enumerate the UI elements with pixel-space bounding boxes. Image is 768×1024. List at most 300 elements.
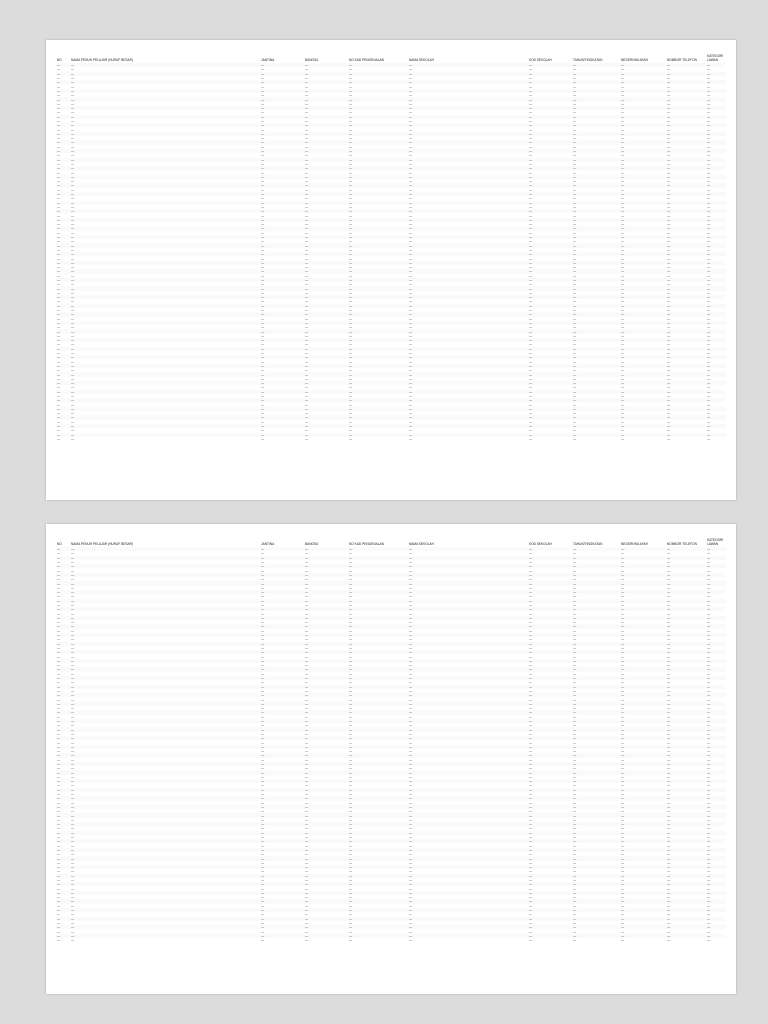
- table-cell: —: [57, 697, 61, 702]
- table-cell: —: [529, 551, 533, 556]
- table-cell: —: [529, 886, 533, 891]
- table-cell: —: [408, 805, 528, 809]
- table-cell: —: [528, 201, 572, 205]
- table-cell: —: [667, 774, 671, 779]
- table-cell: —: [408, 581, 528, 585]
- table-cell: —: [305, 551, 309, 556]
- table-cell: —: [305, 213, 309, 218]
- table-cell: —: [56, 80, 70, 84]
- table-cell: —: [667, 766, 671, 771]
- table-cell: —: [621, 568, 625, 573]
- table-cell: —: [348, 123, 408, 127]
- table-cell: —: [528, 63, 572, 67]
- table-cell: —: [408, 547, 528, 551]
- table-cell: —: [261, 886, 265, 891]
- table-cell: —: [408, 659, 528, 663]
- table-cell: —: [348, 329, 408, 333]
- table-cell: —: [529, 826, 533, 831]
- table-cell: —: [304, 295, 348, 299]
- table-cell: —: [409, 230, 413, 235]
- document-page-1: [46, 40, 736, 500]
- table-cell: —: [57, 912, 61, 917]
- table-cell: —: [408, 788, 528, 792]
- table-cell: —: [348, 192, 408, 196]
- table-cell: —: [57, 843, 61, 848]
- table-cell: —: [528, 667, 572, 671]
- table-cell: —: [261, 654, 265, 659]
- table-cell: —: [349, 436, 353, 441]
- table-cell: —: [706, 607, 726, 611]
- table-cell: —: [70, 573, 260, 577]
- table-cell: —: [666, 390, 706, 394]
- table-cell: —: [707, 316, 711, 321]
- table-cell: —: [57, 385, 61, 390]
- table-cell: —: [348, 89, 408, 93]
- table-cell: —: [260, 106, 304, 110]
- table-cell: —: [620, 407, 666, 411]
- table-cell: —: [706, 770, 726, 774]
- table-cell: —: [707, 196, 711, 201]
- table-cell: —: [348, 788, 408, 792]
- table-cell: —: [304, 183, 348, 187]
- header-school: NAMA SEKOLAH: [409, 542, 434, 546]
- table-cell: —: [57, 852, 61, 857]
- table-cell: —: [528, 415, 572, 419]
- table-cell: —: [620, 899, 666, 903]
- table-cell: —: [621, 196, 625, 201]
- table-cell: —: [409, 594, 413, 599]
- table-cell: —: [667, 585, 671, 590]
- table-cell: —: [304, 63, 348, 67]
- table-cell: —: [348, 590, 408, 594]
- table-cell: —: [304, 770, 348, 774]
- table-cell: —: [71, 809, 75, 814]
- table-cell: —: [70, 762, 260, 766]
- table-cell: —: [666, 839, 706, 843]
- table-cell: —: [409, 774, 413, 779]
- table-cell: —: [261, 230, 265, 235]
- table-cell: —: [56, 719, 70, 723]
- table-cell: —: [304, 278, 348, 282]
- table-cell: —: [666, 822, 706, 826]
- table-cell: —: [348, 770, 408, 774]
- table-cell: —: [621, 654, 625, 659]
- table-cell: —: [260, 865, 304, 869]
- table-cell: —: [707, 706, 711, 711]
- table-cell: —: [573, 213, 577, 218]
- table-cell: —: [408, 269, 528, 273]
- table-cell: —: [528, 80, 572, 84]
- table-cell: —: [667, 368, 671, 373]
- table-cell: —: [572, 63, 620, 67]
- table-cell: —: [349, 187, 353, 192]
- table-cell: —: [620, 839, 666, 843]
- table-cell: —: [260, 269, 304, 273]
- table-cell: —: [349, 878, 353, 882]
- table-cell: —: [528, 166, 572, 170]
- table-cell: —: [573, 654, 577, 659]
- table-cell: —: [666, 616, 706, 620]
- table-cell: —: [528, 719, 572, 723]
- table-cell: —: [529, 938, 533, 943]
- table-cell: —: [349, 290, 353, 295]
- table-cell: —: [409, 551, 413, 556]
- table-cell: —: [260, 788, 304, 792]
- table-cell: —: [348, 573, 408, 577]
- table-cell: —: [71, 428, 75, 433]
- table-cell: —: [707, 256, 711, 261]
- table-cell: —: [408, 295, 528, 299]
- table-cell: —: [348, 338, 408, 342]
- table-cell: —: [57, 342, 61, 347]
- table-cell: —: [304, 882, 348, 886]
- table-cell: —: [666, 899, 706, 903]
- table-cell: —: [707, 247, 711, 252]
- table-cell: —: [57, 265, 61, 270]
- table-cell: —: [409, 376, 413, 381]
- table-cell: —: [707, 749, 711, 754]
- table-cell: —: [409, 179, 413, 184]
- table-cell: —: [349, 256, 353, 261]
- table-cell: —: [348, 564, 408, 568]
- table-cell: —: [666, 278, 706, 282]
- table-cell: —: [529, 394, 533, 398]
- table-cell: —: [348, 874, 408, 878]
- table-cell: —: [304, 329, 348, 333]
- table-row: [56, 437, 726, 441]
- table-cell: —: [667, 333, 671, 338]
- table-cell: —: [349, 938, 353, 943]
- table-cell: —: [620, 908, 666, 912]
- table-cell: —: [71, 723, 75, 728]
- table-cell: —: [529, 325, 533, 330]
- table-cell: —: [666, 788, 706, 792]
- table-cell: —: [304, 925, 348, 929]
- table-cell: —: [706, 261, 726, 265]
- table-cell: —: [573, 436, 577, 441]
- table-cell: —: [572, 115, 620, 119]
- table-cell: —: [572, 874, 620, 878]
- table-cell: —: [707, 783, 711, 788]
- table-cell: —: [409, 938, 413, 943]
- document-page-2: [46, 524, 736, 994]
- table-cell: —: [707, 93, 711, 98]
- table-cell: —: [529, 376, 533, 381]
- table-cell: —: [57, 551, 61, 556]
- table-cell: —: [572, 693, 620, 697]
- table-cell: —: [56, 667, 70, 671]
- table-cell: —: [260, 433, 304, 437]
- table-cell: —: [304, 175, 348, 179]
- table-cell: —: [620, 97, 666, 101]
- table-cell: —: [304, 934, 348, 938]
- table-cell: —: [349, 376, 353, 381]
- table-cell: —: [707, 826, 711, 831]
- table-cell: —: [620, 581, 666, 585]
- table-cell: —: [349, 402, 353, 407]
- table-cell: —: [621, 247, 625, 252]
- table-cell: —: [573, 938, 577, 943]
- table-cell: —: [349, 843, 353, 848]
- table-cell: —: [348, 286, 408, 290]
- table-cell: —: [706, 693, 726, 697]
- table-cell: —: [572, 599, 620, 603]
- table-cell: —: [706, 415, 726, 419]
- table-cell: —: [621, 886, 625, 891]
- table-cell: —: [706, 338, 726, 342]
- table-cell: —: [304, 573, 348, 577]
- table-cell: —: [707, 611, 711, 616]
- table-cell: —: [572, 106, 620, 110]
- table-cell: —: [305, 680, 309, 685]
- table-cell: —: [56, 89, 70, 93]
- table-cell: —: [305, 316, 309, 321]
- table-cell: —: [621, 869, 625, 874]
- table-cell: —: [409, 436, 413, 441]
- table-cell: —: [620, 243, 666, 247]
- table-cell: —: [573, 723, 577, 728]
- table-cell: —: [70, 908, 260, 912]
- table-cell: —: [621, 671, 625, 676]
- table-cell: —: [706, 243, 726, 247]
- table-cell: —: [349, 869, 353, 874]
- table-cell: —: [409, 333, 413, 338]
- table-cell: —: [706, 599, 726, 603]
- table-cell: —: [706, 201, 726, 205]
- table-cell: —: [528, 261, 572, 265]
- table-cell: —: [56, 269, 70, 273]
- table-cell: —: [349, 385, 353, 390]
- table-cell: —: [56, 355, 70, 359]
- table-cell: —: [56, 736, 70, 740]
- table-cell: —: [349, 766, 353, 771]
- table-cell: —: [528, 175, 572, 179]
- table-cell: —: [304, 218, 348, 222]
- table-cell: —: [667, 273, 671, 278]
- table-cell: —: [707, 351, 711, 356]
- table-cell: —: [348, 106, 408, 110]
- table-cell: —: [261, 428, 265, 433]
- table-cell: —: [621, 256, 625, 261]
- table-cell: —: [408, 415, 528, 419]
- table-cell: —: [261, 860, 265, 865]
- table-cell: —: [707, 697, 711, 702]
- table-cell: —: [408, 796, 528, 800]
- table-cell: —: [260, 132, 304, 136]
- table-cell: —: [261, 101, 265, 106]
- table-cell: —: [620, 192, 666, 196]
- table-cell: —: [57, 136, 61, 141]
- table-cell: —: [304, 650, 348, 654]
- table-cell: —: [620, 874, 666, 878]
- table-cell: —: [261, 697, 265, 702]
- table-cell: —: [304, 556, 348, 560]
- table-cell: —: [529, 809, 533, 814]
- table-cell: —: [573, 394, 577, 398]
- table-cell: —: [349, 230, 353, 235]
- table-cell: —: [56, 415, 70, 419]
- table-cell: —: [620, 607, 666, 611]
- table-cell: —: [70, 415, 260, 419]
- table-cell: —: [409, 895, 413, 900]
- table-cell: —: [409, 136, 413, 141]
- table-cell: —: [261, 938, 265, 943]
- table-cell: —: [529, 843, 533, 848]
- table-cell: —: [409, 239, 413, 244]
- table-cell: —: [260, 329, 304, 333]
- table-cell: —: [667, 740, 671, 745]
- table-cell: —: [573, 688, 577, 693]
- table-cell: —: [572, 312, 620, 316]
- table-cell: —: [572, 702, 620, 706]
- table-cell: —: [305, 628, 309, 633]
- table-cell: —: [572, 243, 620, 247]
- table-cell: —: [56, 123, 70, 127]
- table-cell: —: [706, 788, 726, 792]
- table-cell: —: [409, 342, 413, 347]
- table-cell: —: [348, 226, 408, 230]
- table-cell: —: [621, 852, 625, 857]
- table-cell: —: [620, 304, 666, 308]
- table-cell: —: [349, 688, 353, 693]
- table-cell: —: [70, 642, 260, 646]
- table-cell: —: [71, 551, 75, 556]
- table-body-page-1: [56, 63, 726, 441]
- table-cell: —: [666, 659, 706, 663]
- table-cell: —: [57, 663, 61, 668]
- table-cell: —: [71, 282, 75, 287]
- table-cell: —: [57, 247, 61, 252]
- table-cell: —: [529, 419, 533, 424]
- table-cell: —: [666, 796, 706, 800]
- table-cell: —: [56, 278, 70, 282]
- table-cell: —: [706, 710, 726, 714]
- table-cell: —: [260, 252, 304, 256]
- table-cell: —: [620, 261, 666, 265]
- table-cell: —: [57, 93, 61, 98]
- table-cell: —: [71, 706, 75, 711]
- table-cell: —: [261, 766, 265, 771]
- table-cell: —: [529, 213, 533, 218]
- table-cell: —: [528, 226, 572, 230]
- table-cell: —: [573, 67, 577, 72]
- table-cell: —: [620, 209, 666, 213]
- table-cell: —: [409, 222, 413, 227]
- table-cell: —: [409, 628, 413, 633]
- table-cell: —: [573, 817, 577, 822]
- table-cell: —: [621, 603, 625, 607]
- table-cell: —: [305, 196, 309, 201]
- table-cell: —: [348, 727, 408, 731]
- table-cell: —: [348, 685, 408, 689]
- table-cell: —: [304, 599, 348, 603]
- table-cell: —: [667, 136, 671, 141]
- table-cell: —: [304, 89, 348, 93]
- table-cell: —: [706, 779, 726, 783]
- table-cell: —: [71, 170, 75, 175]
- table-cell: —: [667, 714, 671, 719]
- table-cell: —: [620, 779, 666, 783]
- table-cell: —: [56, 132, 70, 136]
- table-cell: —: [305, 671, 309, 676]
- table-cell: —: [707, 308, 711, 313]
- table-cell: —: [70, 882, 260, 886]
- table-cell: —: [621, 860, 625, 865]
- table-cell: —: [409, 645, 413, 650]
- table-cell: —: [305, 826, 309, 831]
- table-cell: —: [572, 831, 620, 835]
- table-cell: —: [305, 886, 309, 891]
- table-cell: —: [349, 757, 353, 762]
- table-cell: —: [621, 714, 625, 719]
- table-cell: —: [409, 282, 413, 287]
- table-cell: —: [305, 903, 309, 908]
- table-cell: —: [261, 402, 265, 407]
- table-body-page-2: [56, 547, 726, 942]
- table-cell: —: [529, 161, 533, 166]
- table-cell: —: [57, 282, 61, 287]
- table-cell: —: [572, 934, 620, 938]
- table-cell: —: [666, 226, 706, 230]
- table-cell: —: [573, 299, 577, 304]
- table-cell: —: [348, 347, 408, 351]
- table-cell: —: [260, 407, 304, 411]
- table-cell: —: [573, 792, 577, 797]
- table-cell: —: [305, 740, 309, 745]
- table-cell: —: [706, 355, 726, 359]
- table-cell: —: [305, 594, 309, 599]
- table-cell: —: [304, 166, 348, 170]
- table-cell: —: [304, 243, 348, 247]
- table-cell: —: [706, 831, 726, 835]
- table-cell: —: [349, 247, 353, 252]
- table-cell: —: [706, 278, 726, 282]
- table-cell: —: [707, 637, 711, 642]
- table-cell: —: [707, 835, 711, 840]
- table-cell: —: [621, 920, 625, 925]
- table-cell: —: [666, 848, 706, 852]
- table-cell: —: [57, 333, 61, 338]
- table-cell: —: [56, 252, 70, 256]
- table-cell: —: [56, 243, 70, 247]
- table-cell: —: [667, 359, 671, 364]
- table-cell: —: [71, 273, 75, 278]
- table-cell: —: [408, 899, 528, 903]
- table-cell: —: [666, 934, 706, 938]
- student-table-page-2: [56, 538, 726, 942]
- table-cell: —: [305, 645, 309, 650]
- table-cell: —: [707, 411, 711, 416]
- table-cell: —: [529, 688, 533, 693]
- table-cell: —: [706, 745, 726, 749]
- table-cell: —: [573, 144, 577, 149]
- table-cell: —: [529, 783, 533, 788]
- table-cell: —: [572, 123, 620, 127]
- table-cell: —: [56, 97, 70, 101]
- table-cell: —: [408, 226, 528, 230]
- table-cell: —: [348, 908, 408, 912]
- table-cell: —: [573, 671, 577, 676]
- table-cell: —: [70, 590, 260, 594]
- table-cell: —: [71, 835, 75, 840]
- table-cell: —: [408, 106, 528, 110]
- table-cell: —: [706, 80, 726, 84]
- table-cell: —: [408, 727, 528, 731]
- table-cell: —: [528, 381, 572, 385]
- table-cell: —: [528, 278, 572, 282]
- table-cell: —: [706, 183, 726, 187]
- table-cell: —: [304, 252, 348, 256]
